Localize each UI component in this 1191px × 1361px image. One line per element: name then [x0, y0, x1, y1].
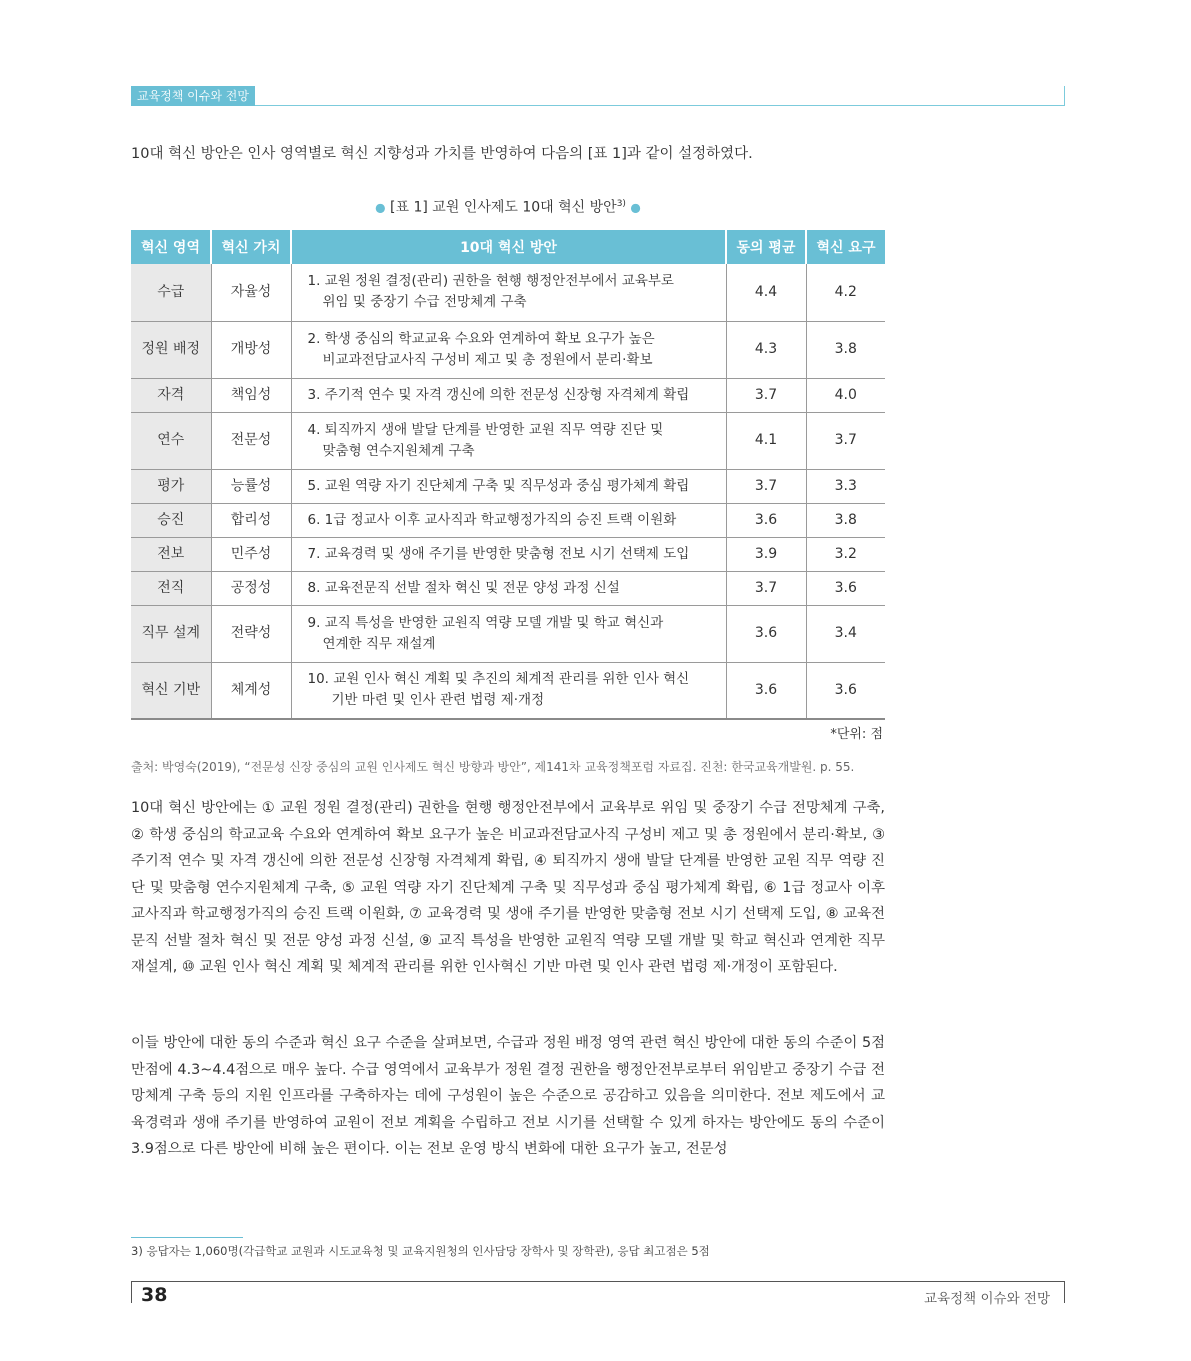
- table-row: [131, 503, 885, 537]
- cell-demand: 3.6: [806, 662, 885, 719]
- cell-plan: [291, 537, 726, 571]
- cell-agree: 3.7: [726, 469, 806, 503]
- cell-agree: 4.4: [726, 264, 806, 321]
- table-row: [131, 412, 885, 469]
- cell-value: 자율성: [211, 264, 291, 321]
- table-row: [131, 571, 885, 605]
- col-header-value: 혁신 가치: [211, 230, 291, 264]
- col-header-demand: 혁신 요구: [806, 230, 885, 264]
- cell-plan: [291, 503, 726, 537]
- cell-area: 평가: [131, 469, 211, 503]
- cell-demand: 4.0: [806, 378, 885, 412]
- cell-plan: [291, 662, 726, 719]
- cell-plan: [291, 378, 726, 412]
- cell-area: 정원 배정: [131, 321, 211, 378]
- cell-area: 수급: [131, 264, 211, 321]
- cell-plan: [291, 469, 726, 503]
- table-row: [131, 605, 885, 662]
- plan-line: 위임 및 중장기 수급 전망체계 구축: [322, 294, 527, 311]
- plan-line: 2. 학생 중심의 학교교육 수요와 연계하여 확보 요구가 높은: [307, 330, 655, 347]
- footnote-rule: [131, 1237, 243, 1238]
- page-number: 38: [141, 1284, 168, 1306]
- plan-line: 비교과전담교사직 구성비 제고 및 총 정원에서 분리·확보: [322, 351, 653, 368]
- cell-plan: [291, 264, 726, 321]
- cell-demand: 3.8: [806, 321, 885, 378]
- plan-line: 7. 교육경력 및 생애 주기를 반영한 맞춤형 전보 시기 선택제 도입: [307, 545, 690, 562]
- cell-agree: 3.6: [726, 605, 806, 662]
- cell-area: 자격: [131, 378, 211, 412]
- col-header-area: 혁신 영역: [131, 230, 211, 264]
- table-row: [131, 264, 885, 321]
- col-header-plan: 10대 혁신 방안: [291, 230, 726, 264]
- cell-plan: [291, 412, 726, 469]
- table-row: [131, 537, 885, 571]
- cell-demand: 3.8: [806, 503, 885, 537]
- table-row: [131, 378, 885, 412]
- table-caption-text: [표 1] 교원 인사제도 10대 혁신 방안: [390, 199, 617, 216]
- cell-area: 혁신 기반: [131, 662, 211, 719]
- plan-line: 8. 교육전문직 선발 절차 혁신 및 전문 양성 과정 신설: [307, 579, 620, 596]
- running-header: 교육정책 이슈와 전망: [131, 86, 255, 106]
- plan-line: 4. 퇴직까지 생애 발달 단계를 반영한 교원 직무 역량 진단 및: [307, 421, 664, 438]
- cell-value: 민주성: [211, 537, 291, 571]
- bullet-dot-icon: ●: [375, 200, 386, 215]
- plan-line: 1. 교원 정원 결정(관리) 권한을 현행 행정안전부에서 교육부로: [307, 273, 674, 290]
- cell-area: 전보: [131, 537, 211, 571]
- cell-plan: [291, 571, 726, 605]
- cell-agree: 3.7: [726, 571, 806, 605]
- footer-rule: [131, 1281, 1065, 1282]
- innovation-table: [131, 230, 885, 720]
- cell-value: 능률성: [211, 469, 291, 503]
- table-caption: [131, 193, 885, 219]
- plan-line: 5. 교원 역량 자기 진단체계 구축 및 직무성과 중심 평가체계 확립: [307, 477, 690, 494]
- cell-area: 전직: [131, 571, 211, 605]
- table-unit-note: *단위: 점: [830, 727, 883, 742]
- cell-agree: 3.9: [726, 537, 806, 571]
- footnote-ref[interactable]: 3): [616, 199, 626, 209]
- plan-line: 연계한 직무 재설계: [322, 635, 436, 652]
- body-paragraph: 이들 방안에 대한 동의 수준과 혁신 요구 수준을 살펴보면, 수급과 정원 배정 영역 관련 혁신 방안에 대한 동의 수준이 5점 만점에 4.3∼4.4점으로 매우 높다. 수급 영역에서 교육부가 정원 결정 권한을 행정안전부로부터 위임받고 중장기 수급 전망체계 구축 등의 지원 인프라를 구축하자는 데에 구성원이 높은 수준으로 공감하고 있음을 의미한다. 전보 제도에서 교육경력과 생애 주기를 반영하여 교원이 전보 계획을 수립하고 전보 시기를 선택할 수 있게 하자는 방안에도 동의 수준이 3.9점으로 다른 방안에 비해 높은 편이다. 이는 전보 운영 방식 변화에 대한 요구가 높고, 전문성: [131, 1035, 886, 1157]
- plan-line: 9. 교직 특성을 반영한 교원직 역량 모델 개발 및 학교 혁신과: [307, 614, 664, 631]
- cell-agree: 3.7: [726, 378, 806, 412]
- cell-demand: 3.7: [806, 412, 885, 469]
- plan-line: 6. 1급 정교사 이후 교사직과 학교행정가직의 승진 트랙 이원화: [307, 511, 677, 528]
- cell-value: 체계성: [211, 662, 291, 719]
- table-header-row: [131, 230, 885, 264]
- cell-value: 개방성: [211, 321, 291, 378]
- cell-area: 직무 설계: [131, 605, 211, 662]
- footer-rule-tick: [131, 1281, 132, 1303]
- footer-rule-tick: [1064, 1281, 1065, 1303]
- cell-demand: 3.3: [806, 469, 885, 503]
- cell-demand: 3.2: [806, 537, 885, 571]
- cell-demand: 3.4: [806, 605, 885, 662]
- cell-value: 전략성: [211, 605, 291, 662]
- table-source: 출처: 박영숙(2019), “전문성 신장 중심의 교원 인사제도 혁신 방향과 방안”, 제141차 교육정책포럼 자료집. 진천: 한국교육개발원. p. 55.: [131, 760, 855, 774]
- cell-agree: 4.1: [726, 412, 806, 469]
- cell-value: 합리성: [211, 503, 291, 537]
- intro-text: 10대 혁신 방안은 인사 영역별로 혁신 지향성과 가치를 반영하여 다음의 [표 1]과 같이 설정하였다.: [131, 146, 753, 162]
- cell-agree: 3.6: [726, 503, 806, 537]
- cell-plan: [291, 605, 726, 662]
- plan-line: 3. 주기적 연수 및 자격 갱신에 의한 전문성 신장형 자격체계 확립: [307, 386, 690, 403]
- cell-area: 연수: [131, 412, 211, 469]
- table-row: [131, 469, 885, 503]
- plan-line: 기반 마련 및 인사 관련 법령 제·개정: [331, 692, 545, 709]
- footnote: 3) 응답자는 1,060명(각급학교 교원과 시도교육청 및 교육지원청의 인사담당 장학사 및 장학관), 응답 최고점은 5점: [131, 1244, 710, 1258]
- table-row: [131, 662, 885, 719]
- cell-area: 승진: [131, 503, 211, 537]
- cell-plan: [291, 321, 726, 378]
- cell-demand: 4.2: [806, 264, 885, 321]
- cell-agree: 3.6: [726, 662, 806, 719]
- col-header-agree: 동의 평균: [726, 230, 806, 264]
- cell-value: 전문성: [211, 412, 291, 469]
- cell-value: 공정성: [211, 571, 291, 605]
- footer-title: 교육정책 이슈와 전망: [924, 1291, 1050, 1307]
- table-row: [131, 321, 885, 378]
- cell-agree: 4.3: [726, 321, 806, 378]
- cell-demand: 3.6: [806, 571, 885, 605]
- header-rule: [131, 105, 1065, 106]
- cell-value: 책임성: [211, 378, 291, 412]
- bullet-dot-icon: ●: [630, 200, 641, 215]
- header-rule-tick: [1064, 86, 1065, 106]
- body-paragraph: 10대 혁신 방안에는 ① 교원 정원 결정(관리) 권한을 현행 행정안전부에서 교육부로 위임 및 중장기 수급 전망체계 구축, ② 학생 중심의 학교교육 수요와 연계하여 확보 요구가 높은 비교과전담교사직 구성비 제고 및 총 정원에서 분리·확보, ③ 주기적 연수 및 자격 갱신에 의한 전문성 신장형 자격체계 확립, ④ 퇴직까지 생애 발달 단계를 반영한 교원 직무 역량 진단 및 맞춤형 연수지원체계 구축, ⑤ 교원 역량 자기 진단체계 구축 및 직무성과 중심 평가체계 확립, ⑥ 1급 정교사 이후 교사직과 학교행정가직의 승진 트랙 이원화, ⑦ 교육경력 및 생애 주기를 반영한 맞춤형 전보 시기 선택제 도입, ⑧ 교육전문직 선발 절차 혁신 및 전문 양성 과정 신설, ⑨ 교직 특성을 반영한 교원직 역량 모델 개발 및 학교 혁신과 연계한 직무 재설계, ⑩ 교원 인사 혁신 계획 및 체계적 관리를 위한 인사혁신 기반 마련 및 인사 관련 법령 제·개정이 포함된다.: [131, 800, 885, 975]
- plan-line: 10. 교원 인사 혁신 계획 및 추진의 체계적 관리를 위한 인사 혁신: [307, 671, 690, 688]
- plan-line: 맞춤형 연수지원체계 구축: [322, 442, 475, 459]
